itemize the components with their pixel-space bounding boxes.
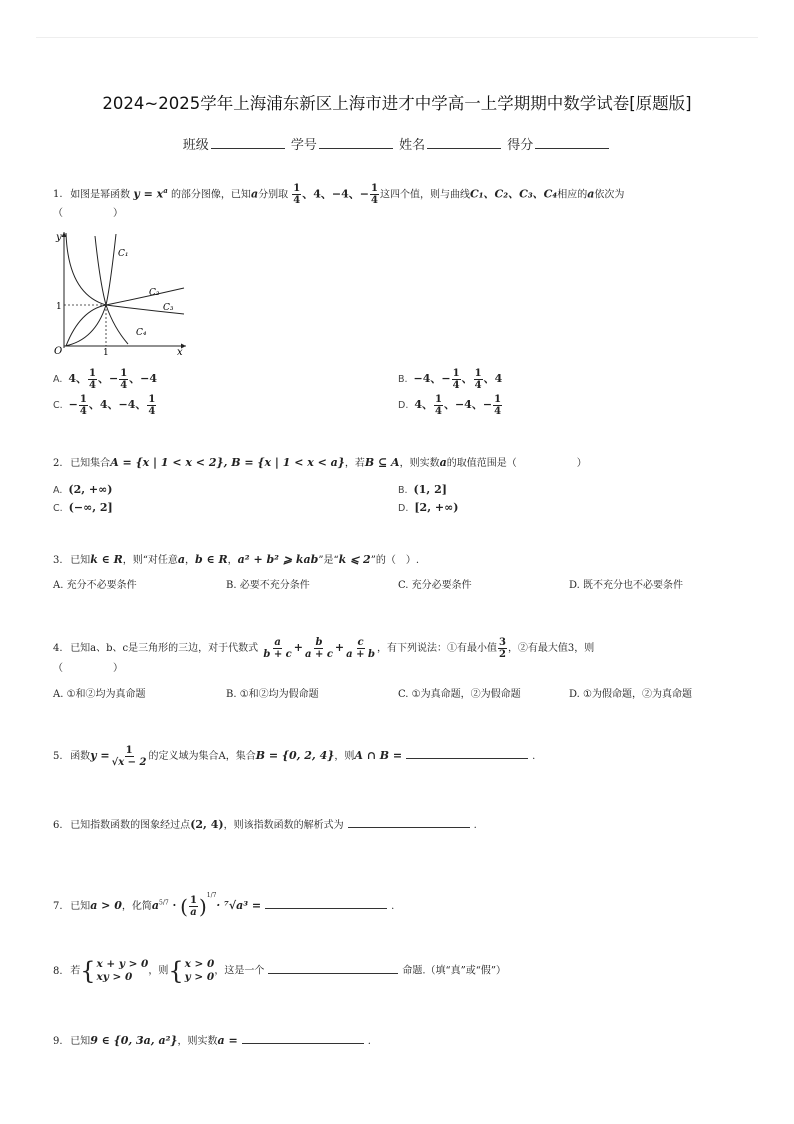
math-sup: 5/7 [159,899,169,907]
text: ， [227,555,238,566]
question-number: 4. [53,643,63,654]
text: 函数 [70,751,91,762]
math: a = [217,1034,238,1047]
q1-option-b[interactable]: B. −4、− $\frac{1}{4}$ 、 $\frac{1}{4}$ 、4 [398,368,503,391]
fraction: $\frac{1}{4}$ [370,183,378,207]
power-function-graph [50,228,190,356]
top-divider [36,37,758,38]
c3-label: C₃ [163,303,174,313]
text: 的部分图像，已知 [170,189,251,201]
q3-option-b[interactable]: B. 必要不充分条件 [226,580,310,591]
name-blank[interactable] [427,136,501,149]
math: a [177,553,186,566]
text: . [473,820,477,831]
q1-option-c[interactable]: C. − $\frac{1}{4}$ 、4、−4、 $\frac{1}{4}$ [53,394,156,417]
answer-blank[interactable] [268,963,398,974]
text: 如图是幂函数 [70,189,131,201]
math: · [168,899,181,912]
math: a² + b² ⩾ kab [237,553,319,566]
question-1-paren: （ ） [53,208,123,219]
math: a [439,456,447,469]
q2-option-c[interactable]: C. (−∞, 2] [53,501,113,514]
fraction: $\frac{a}{b + c}$ [263,637,292,660]
text: 已知 [70,1036,91,1047]
text: 依次为 [594,189,625,201]
text: ，则实数 [177,1036,218,1047]
text: 的取值范围是（ ） [446,458,587,469]
q2-option-d[interactable]: D. [2, +∞) [398,501,459,514]
question-number: 8. [53,965,63,977]
q2-option-b[interactable]: B. (1, 2] [398,483,447,496]
page-title: 2024~2025学年上海浦东新区上海市进才中学高一上学期期中数学试卷[原题版] [102,94,692,113]
text: ，有下列说法：①有最小值 [376,643,497,654]
answer-blank[interactable] [348,817,470,828]
math: a [250,187,259,201]
question-2 [53,455,587,472]
text: ，则“对任意 [122,555,178,566]
origin-label: O [54,346,63,356]
question-number: 2. [53,458,63,469]
math: · ⁷√a³ = [216,899,262,912]
text: . [367,1036,371,1047]
text: . [391,901,395,912]
text: ”的（ ）. [370,555,420,566]
question-8: 8. 若{ x + y > 0 xy > 0 ，则{ x > 0 y > 0 ，这是一个 命题.（填“真”或“假”） [53,957,506,985]
curve-c4 [65,234,116,346]
text: ，则该指数函数的解析式为 [223,820,344,831]
text: ，则实数 [399,458,440,469]
student-info-line [0,134,794,153]
question-7: 7. 已知a > 0，化简$a^{5/7}$ · ( $\frac{1}{a}$ )$^{1/7}$· ⁷√a³ = . [53,892,395,919]
answer-blank[interactable] [265,898,387,909]
c2-label: C₂ [149,288,160,298]
text: 、4、−4、− [302,187,369,201]
math: y = [90,749,110,762]
math-sup: a [163,186,168,195]
id-blank[interactable] [319,136,393,149]
math: B = {0, 2, 4} [255,749,335,762]
text: 已知 [70,901,91,912]
text: 若 [70,965,81,977]
q4-option-b[interactable]: B. ①和②均为假命题 [226,689,319,700]
question-number: 9. [53,1036,63,1047]
math: 9 ∈ {0, 3a, a²} [90,1034,178,1047]
text: ，则 [334,751,355,762]
curve-c2 [66,288,184,346]
q4-option-a[interactable]: A. ①和②均为真命题 [53,689,146,700]
math: A ∩ B = [354,749,403,762]
y-one-label: 1 [56,302,62,312]
question-number: 6. [53,820,63,831]
q2-option-a[interactable]: A. (2, +∞) [53,483,113,496]
text: ，化简 [121,901,152,912]
name-label: 姓名 [399,138,426,153]
text: 相应的 [557,189,588,201]
math: B ⊆ A [364,456,400,469]
text: 已知集合 [70,458,111,469]
math: A = {x | 1 < x < 2}, B = {x | 1 < x < a} [110,456,345,469]
text: . [532,751,536,762]
fraction: $\frac{1}{√x - 2}$ [111,745,147,768]
c4-label: C₄ [136,328,147,338]
math-sup: 1/7 [206,892,217,899]
q3-option-d[interactable]: D. 既不充分也不必要条件 [569,580,684,591]
score-label: 得分 [507,138,534,153]
text: 已知 [70,555,91,566]
question-3 [53,552,419,569]
text: 已知指数函数的图象经过点 [70,820,191,831]
answer-blank[interactable] [242,1033,364,1044]
math: y = x [133,187,164,201]
id-label: 学号 [290,138,317,153]
question-number: 7. [53,901,63,912]
question-9 [53,1033,371,1050]
q1-option-a[interactable]: A. 4、 $\frac{1}{4}$ 、− $\frac{1}{4}$ 、−4 [53,368,158,391]
system-2: x > 0 y > 0 [184,958,215,983]
text: 已知a、b、c是三角形的三边，对于代数式 [70,643,259,654]
math: a > 0 [90,899,122,912]
answer-blank[interactable] [406,748,528,759]
text: ， [185,555,196,566]
text: 分别取 [258,189,289,201]
text: 这四个值，则与曲线 [379,189,470,201]
question-1 [53,183,624,206]
math: b ∈ R [195,553,228,566]
score-blank[interactable] [535,136,609,149]
question-5 [53,745,535,768]
x-label: x [177,347,183,356]
q3-option-c[interactable]: C. 充分必要条件 [398,580,472,591]
q4-option-c[interactable]: C. ①为真命题，②为假命题 [398,689,521,700]
math: k ∈ R [90,553,123,566]
question-6 [53,817,477,834]
question-4: 4. 已知a、b、c是三角形的三边，对于代数式 $\frac{a}{b + c}$ + $\frac{b}{a + c}$ + $\frac{c}{a + b}$ ，有下列说法：①有最小值 $\frac{3}{2}$ ，②有最大值3，则 [53,637,595,660]
math: a [151,899,159,912]
fraction: $\frac{3}{2}$ [498,637,506,660]
math: a [587,187,595,201]
q4-option-d[interactable]: D. ①为假命题，②为真命题 [569,689,692,700]
text: ，这是一个 [214,965,265,977]
system-1: x + y > 0 xy > 0 [96,958,149,983]
text: ，则 [148,965,169,977]
q1-option-d[interactable]: D. 4、 $\frac{1}{4}$ 、−4、− $\frac{1}{4}$ [398,394,502,417]
question-number: 3. [53,555,63,566]
fraction: $\frac{b}{a + c}$ [305,637,333,660]
fraction: $\frac{c}{a + b}$ [346,637,375,660]
text: ，若 [344,458,365,469]
fraction: $\frac{1}{a}$ [189,895,197,918]
y-label: y [56,232,62,243]
fraction: $\frac{1}{4}$ [293,183,301,207]
curve-c3 [66,233,184,314]
math: (2, 4) [190,818,224,831]
text: 的定义域为集合A，集合 [148,751,256,762]
class-blank[interactable] [211,136,285,149]
class-label: 班级 [182,138,209,153]
text: ，②有最大值3，则 [507,643,595,654]
math: k ⩽ 2 [338,553,371,566]
question-4-paren: （ ） [53,663,123,674]
q3-option-a[interactable]: A. 充分不必要条件 [53,580,137,591]
question-number: 5. [53,751,63,762]
x-one-label: 1 [103,348,109,356]
math: C₁、C₂、C₃、C₄ [469,187,558,201]
text: 命题.（填“真”或“假”） [402,965,506,977]
text: ”是“ [318,555,339,566]
c1-label: C₁ [118,249,129,259]
question-number: 1. [53,189,63,201]
